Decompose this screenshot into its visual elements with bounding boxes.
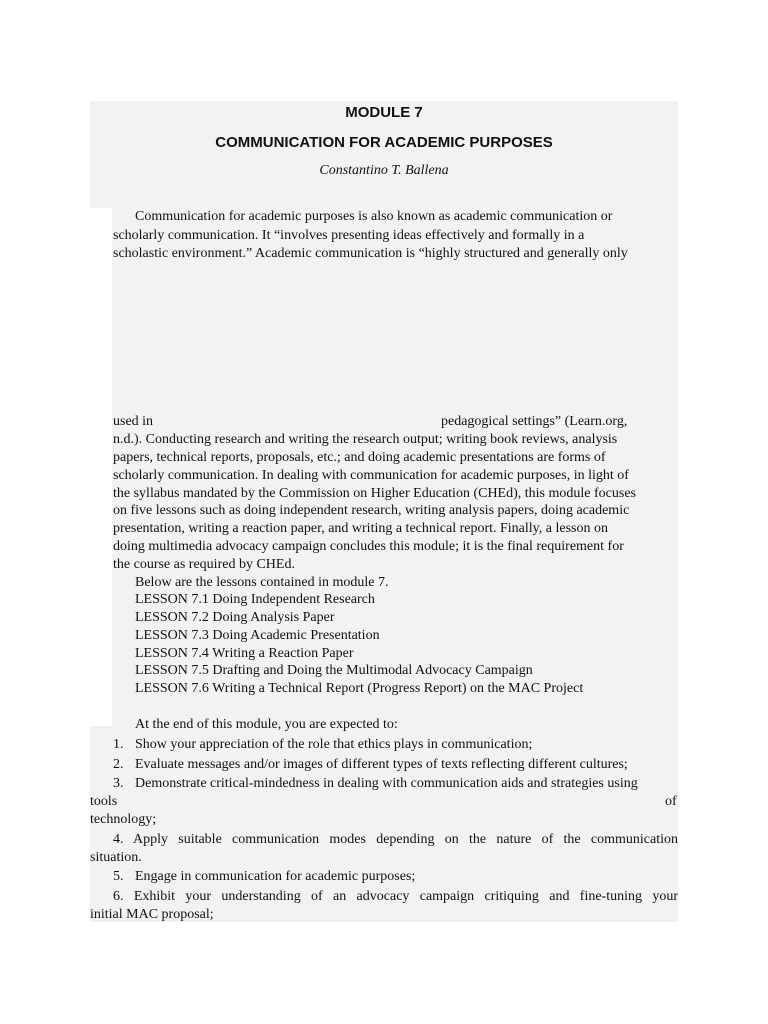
intro-line: scholarly communication. In dealing with communication for academic purposes, in light of	[113, 468, 629, 483]
objective-item: 4. Apply suitable communication modes depending on the nature of the communication	[113, 832, 678, 847]
objective-item: 6. Exhibit your understanding of an advocacy campaign critiquing and fine-tuning your	[113, 889, 678, 904]
objective-number: 1.	[113, 737, 124, 752]
lessons-intro: Below are the lessons contained in module 7.	[135, 575, 389, 590]
objective-number: 3.	[113, 776, 124, 791]
objective-item	[113, 756, 678, 774]
objectives-intro: At the end of this module, you are expected to:	[135, 717, 398, 732]
objective-item	[113, 775, 678, 793]
objective-continuation: tools	[90, 794, 118, 809]
module-title: COMMUNICATION FOR ACADEMIC PURPOSES	[215, 134, 553, 151]
lesson-item: LESSON 7.4 Writing a Reaction Paper	[135, 646, 354, 661]
objective-continuation: of	[665, 794, 677, 809]
lesson-item: LESSON 7.3 Doing Academic Presentation	[135, 628, 380, 643]
objective-number: 5.	[113, 869, 124, 884]
objective-text: Engage in communication for academic purposes;	[135, 869, 416, 884]
intro-line: n.d.). Conducting research and writing the research output; writing book reviews, analysis	[113, 432, 618, 447]
intro-line: scholastic environment.” Academic communication is “highly structured and generally only	[113, 246, 628, 261]
author-name: Constantino T. Ballena	[319, 163, 449, 178]
lesson-item: LESSON 7.6 Writing a Technical Report (Progress Report) on the MAC Project	[135, 681, 584, 696]
intro-line: the course as required by CHEd.	[113, 557, 295, 572]
intro-line: doing multimedia advocacy campaign concludes this module; it is the final requirement for	[113, 539, 624, 554]
objective-text: Demonstrate critical-mindedness in dealing with communication aids and strategies using	[135, 776, 638, 791]
objective-item	[113, 736, 678, 754]
lesson-item: LESSON 7.1 Doing Independent Research	[135, 592, 375, 607]
intro-line: presentation, writing a reaction paper, and writing a technical report. Finally, a lesson on	[113, 521, 608, 536]
lesson-item: LESSON 7.5 Drafting and Doing the Multimodal Advocacy Campaign	[135, 663, 533, 678]
lesson-item: LESSON 7.2 Doing Analysis Paper	[135, 610, 335, 625]
intro-line: Communication for academic purposes is also known as academic communication or	[135, 209, 613, 224]
objective-text: Evaluate messages and/or images of different types of texts reflecting different cultures;	[135, 757, 628, 772]
objective-text: Show your appreciation of the role that ethics plays in communication;	[135, 737, 533, 752]
objective-continuation: situation.	[90, 850, 142, 865]
objective-number: 2.	[113, 757, 124, 772]
intro-split-left: used in	[113, 414, 154, 429]
intro-line: on five lessons such as doing independent research, writing analysis papers, doing academic	[113, 503, 630, 518]
objective-continuation: technology;	[90, 812, 157, 827]
objective-continuation: initial MAC proposal;	[90, 907, 214, 922]
intro-line: scholarly communication. It “involves presenting ideas effectively and formally in a	[113, 228, 585, 243]
intro-split-right: pedagogical settings” (Learn.org,	[441, 414, 628, 429]
intro-line: the syllabus mandated by the Commission on Higher Education (CHEd), this module focuses	[113, 486, 636, 501]
module-number: MODULE 7	[345, 104, 423, 121]
objective-item	[113, 868, 678, 886]
intro-line: papers, technical reports, proposals, etc.; and doing academic presentations are forms of	[113, 450, 606, 465]
